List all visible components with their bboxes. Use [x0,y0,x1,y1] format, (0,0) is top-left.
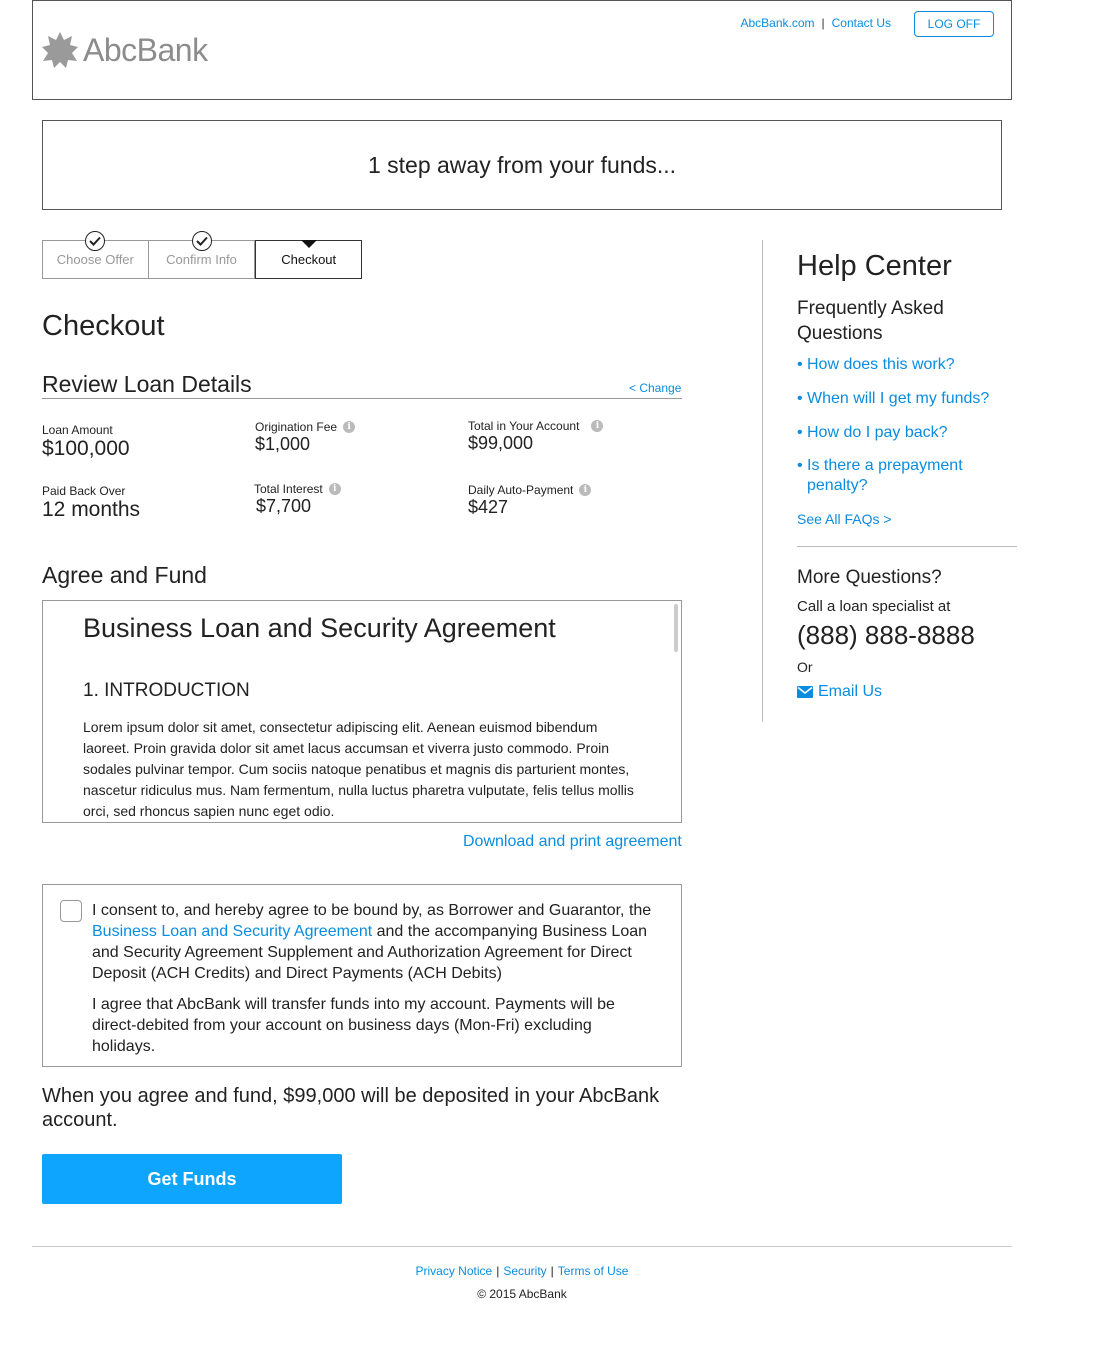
divider [42,398,682,399]
sidebar-divider [762,240,763,722]
agreement-heading: Business Loan and Security Agreement [83,613,556,643]
step-label: Checkout [281,252,337,267]
info-icon[interactable]: i [591,420,603,432]
change-link[interactable]: < Change [629,381,682,395]
download-agreement-link[interactable]: Download and print agreement [463,833,682,850]
bullet: • [797,457,803,474]
get-funds-button[interactable]: Get Funds [42,1154,342,1204]
email-us-label: Email Us [818,683,883,700]
consent-text [92,900,667,984]
envelope-icon [797,686,813,698]
log-off-button[interactable]: LOG OFF [914,11,994,37]
detail-value: 12 months [42,498,141,521]
footer-divider [32,1246,1012,1247]
more-questions-heading: More Questions? [797,567,942,588]
detail-value: $1,000 [255,434,311,454]
agree-and-fund-heading: Agree and Fund [42,562,207,588]
link-separator: | [821,16,825,30]
footer-links [0,1264,1044,1278]
consent-prefix: I consent to, and hereby agree to be bound by, as Borrower and Guarantor, the [92,902,652,919]
detail-label: Origination Fee [255,420,338,434]
detail-value: $427 [468,497,509,517]
agreement-link[interactable]: Business Loan and Security Agreement [92,923,373,940]
or-text: Or [797,659,813,675]
step-label: Choose Offer [56,252,134,267]
agreement-scrollbar[interactable] [674,604,678,652]
detail-value: $7,700 [256,496,312,516]
faq-link-label: When will I get my funds? [807,390,990,407]
detail-label: Daily Auto-Payment [468,483,574,497]
paid-back-over-detail [42,484,140,522]
link-separator: | [550,1264,554,1278]
faq-link-label: Is there a prepayment penalty? [807,457,963,494]
call-specialist-text: Call a loan specialist at [797,598,951,615]
top-links [740,16,891,30]
terms-of-use-link[interactable]: Terms of Use [557,1264,629,1278]
security-link[interactable]: Security [503,1264,547,1278]
agreement-body: Lorem ipsum dolor sit amet, consectetur adipiscing elit. Aenean euismod bibendum laoreet. Proin gravida dolor sit amet lacus accumsan et viverra justo commodo. Proin sodales pulvinar tempor. Cum sociis natoque penatibus et magnis dis parturient montes, nascetur ridiculus mus. Nam fermentum, nulla luctus pharetra vulputate, felis tellus mollis orci, sed rhoncus sapien nunc eget odio. [83,719,634,819]
detail-value: $99,000 [468,433,534,453]
bullet: • [797,424,803,441]
info-icon[interactable]: i [329,483,341,495]
email-us-link[interactable] [797,683,882,701]
detail-label: Total in Your Account [468,419,580,433]
step-label: Confirm Info [166,252,237,267]
phone-number[interactable]: (888) 888-8888 [797,620,975,650]
current-step-caret-icon [301,240,317,248]
total-in-account-detail [468,419,603,454]
site-header [32,0,1012,100]
faq-link-label: How do I pay back? [807,424,948,441]
divider [797,546,1017,547]
privacy-notice-link[interactable]: Privacy Notice [415,1264,493,1278]
check-icon [85,231,105,251]
link-separator: | [496,1264,500,1278]
detail-label: Total Interest [254,482,323,496]
logo-text: AbcBank [83,31,208,68]
faq-heading: Frequently Asked Questions [797,298,944,344]
detail-value: $100,000 [42,437,130,460]
step-confirm-info[interactable] [149,240,256,279]
contact-us-link[interactable]: Contact Us [831,16,891,30]
step-indicator [42,240,362,279]
total-interest-detail [254,482,341,517]
info-icon[interactable]: i [579,484,591,496]
consent-suffix: and the accompanying Business Loan and Security Agreement Supplement and Authorization Agreement for Direct Deposit (ACH Credits) and Direct Payments (ACH Debits) [92,923,648,982]
abcbank-logo[interactable] [41,31,208,69]
detail-label: Paid Back Over [42,484,126,498]
faq-link[interactable] [797,423,997,443]
bullet: • [797,356,803,373]
info-icon[interactable]: i [343,421,355,433]
detail-label: Loan Amount [42,423,113,437]
origination-fee-detail [255,420,355,455]
agreement-scroll-box[interactable] [42,600,682,823]
loan-amount-detail [42,423,130,461]
copyright: © 2015 AbcBank [477,1287,567,1301]
step-checkout[interactable] [255,240,362,279]
agreement-section-title: 1. INTRODUCTION [83,680,250,701]
abcbank-com-link[interactable]: AbcBank.com [740,16,815,30]
faq-link[interactable] [797,355,997,375]
starburst-logo-icon [41,31,79,69]
deposit-message: When you agree and fund, $99,000 will be deposited in your AbcBank account. [42,1085,660,1131]
help-center-title: Help Center [797,250,952,282]
daily-auto-payment-detail [468,483,591,518]
faq-link[interactable] [797,456,977,496]
check-icon [192,231,212,251]
consent-box [42,884,682,1067]
faq-link[interactable] [797,389,997,409]
bullet: • [797,390,803,407]
faq-link-label: How does this work? [807,356,955,373]
progress-banner: 1 step away from your funds... [42,120,1002,210]
review-loan-details-heading: Review Loan Details [42,371,252,397]
page-title: Checkout [42,310,165,342]
see-all-faqs-link[interactable]: See All FAQs > [797,511,892,527]
consent-checkbox[interactable] [60,900,82,922]
step-choose-offer[interactable] [42,240,149,279]
transfer-consent-text: I agree that AbcBank will transfer funds into my account. Payments will be direct-debited from your account on business days (Mon-Fri) excluding holidays. [92,996,615,1055]
